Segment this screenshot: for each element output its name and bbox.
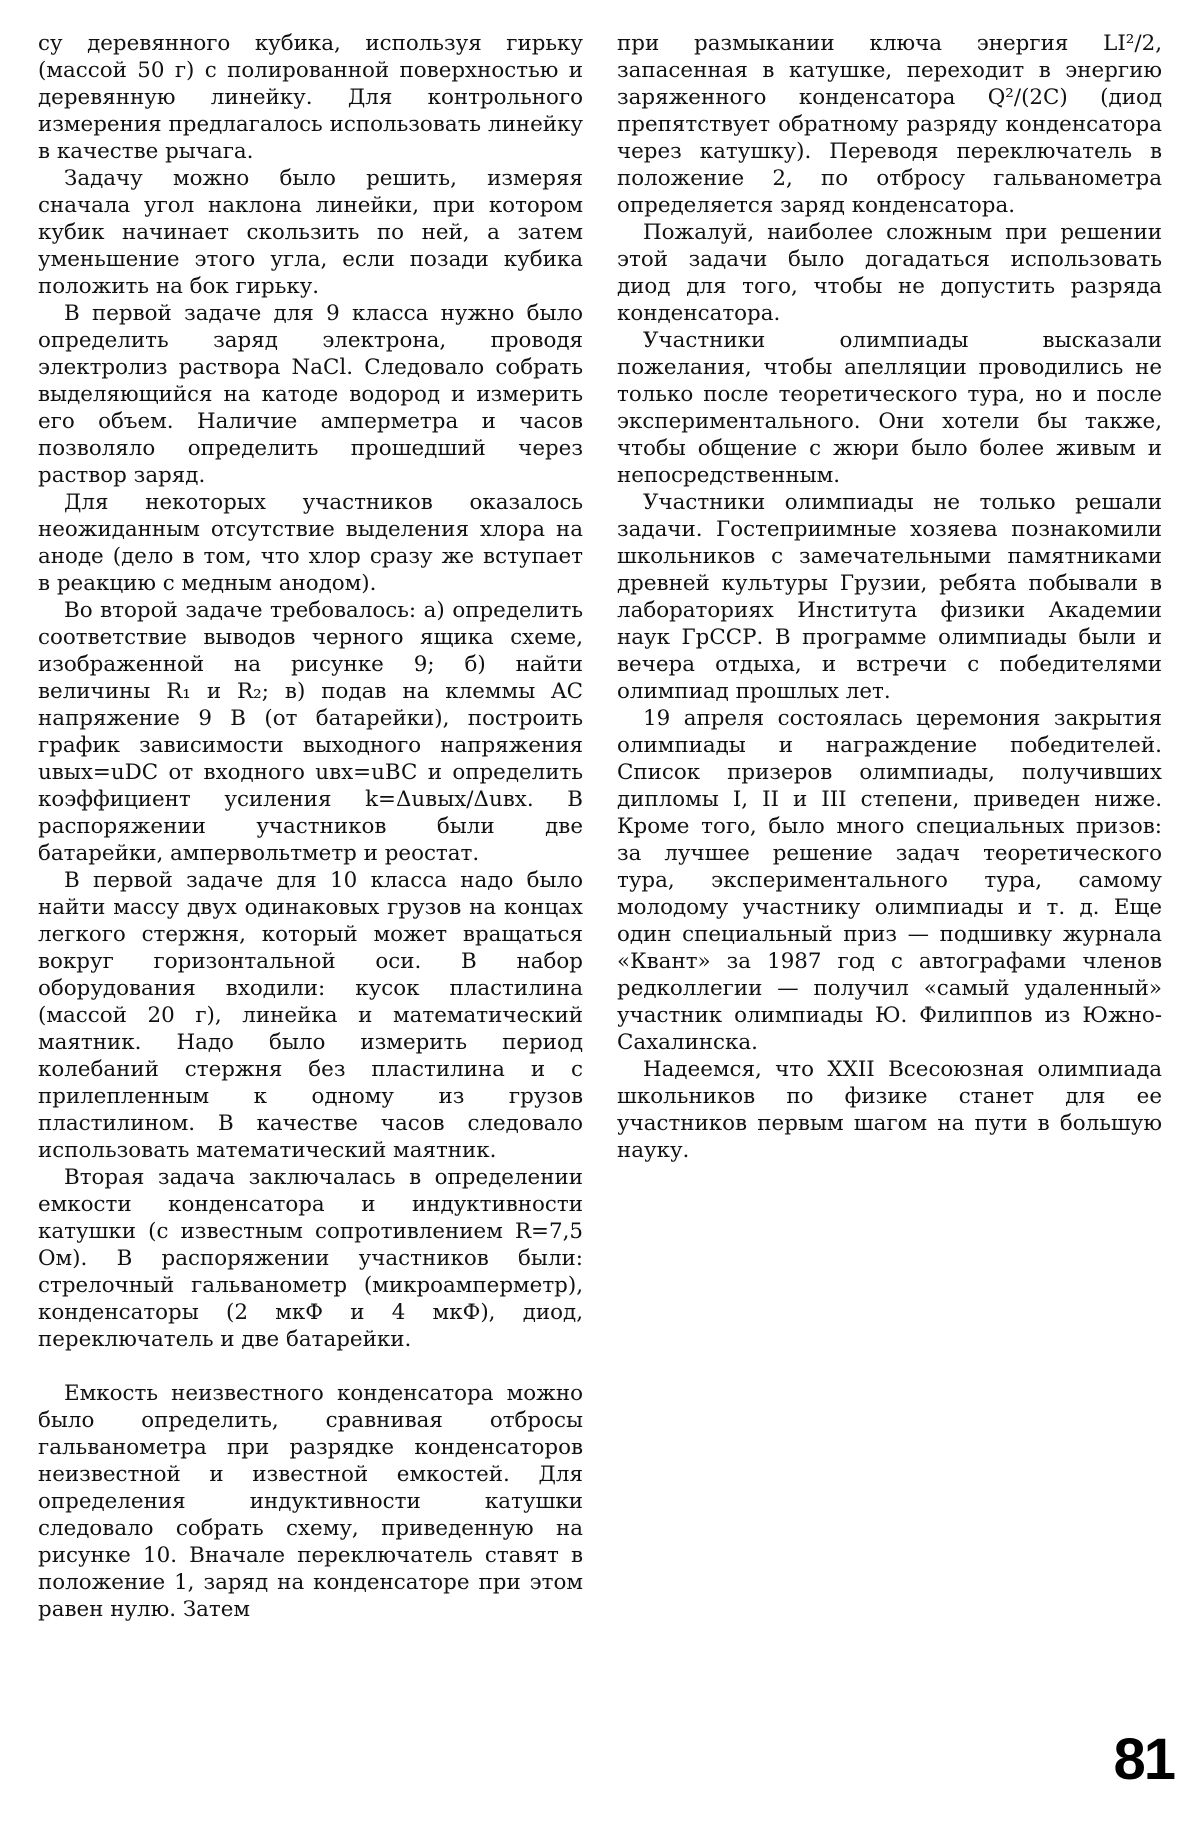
paragraph: Емкость неизвестного конденсатора можно было определить, сравнивая отбросы гальванометра при разрядке конденсаторов неизвестной и известной емкостей. Для определения индуктивности катушки следовало собрать схему, приведенную на рисунке 10. Вначале переключатель ставят в положение 1, заряд на конденсаторе при этом равен нулю. Затем xyxy=(38,1381,583,1622)
paragraph: Задачу можно было решить, измеряя сначала угол наклона линейки, при котором кубик начинает скользить по ней, а затем уменьшение этого угла, если позади кубика положить на бок гирьку. xyxy=(38,166,583,299)
page-number: 81 xyxy=(1113,1727,1174,1792)
paragraph: Вторая задача заключалась в определении емкости конденсатора и индуктивности катушки (с известным сопротивлением R=7,5 Ом). В распоряжении участников были: стрелочный гальванометр (микроамперметр), конденсаторы (2 мкФ и 4 мкФ), диод, переключатель и две батарейки. xyxy=(38,1165,583,1352)
paragraph: В первой задаче для 10 класса надо было найти массу двух одинаковых грузов на концах легкого стержня, который может вращаться вокруг горизонтальной оси. В набор оборудования входили: кусок пластилина (массой 20 г), линейка и математический маятник. Надо было измерить период колебаний стержня без пластилина и с прилепленным к одному из грузов пластилином. В качестве часов следовало использовать математический маятник. xyxy=(38,868,583,1163)
paragraph: Пожалуй, наиболее сложным при решении этой задачи было догадаться использовать диод для того, чтобы не допустить разряда конденсатора. xyxy=(617,220,1162,326)
left-column xyxy=(38,30,583,1623)
paragraph: су деревянного кубика, используя гирьку (массой 50 г) с полированной поверхностью и деревянную линейку. Для контрольного измерения предлагалось использовать линейку в качестве рычага. xyxy=(38,31,583,164)
paragraph: Во второй задаче требовалось: а) определить соответствие выводов черного ящика схеме, изображенной на рисунке 9; б) найти величины R₁ и R₂; в) подав на клеммы AC напряжение 9 В (от батарейки), построить график зависимости выходного напряжения uвых=uDC от входного uвх=uBC и определить коэффициент усиления k=Δuвых/Δuвх. В распоряжении участников были две батарейки, ампервольтметр и реостат. xyxy=(38,598,583,866)
paragraph: Участники олимпиады не только решали задачи. Гостеприимные хозяева познакомили школьников с замечательными памятниками древней культуры Грузии, ребята побывали в лабораториях Института физики Академии наук ГрССР. В программе олимпиады были и вечера отдыха, и встречи с победителями олимпиад прошлых лет. xyxy=(617,490,1162,704)
paragraph: В первой задаче для 9 класса нужно было определить заряд электрона, проводя электролиз раствора NaCl. Следовало собрать выделяющийся на катоде водород и измерить его объем. Наличие амперметра и часов позволяло определить прошедший через раствор заряд. xyxy=(38,301,583,488)
paragraph: при размыкании ключа энергия LI²/2, запасенная в катушке, переходит в энергию заряженного конденсатора Q²/(2C) (диод препятствует обратному разряду конденсатора через катушку). Переводя переключатель в положение 2, по отбросу гальванометра определяется заряд конденсатора. xyxy=(617,31,1162,218)
paragraph: 19 апреля состоялась церемония закрытия олимпиады и награждение победителей. Список призеров олимпиады, получивших дипломы I, II и III степени, приведен ниже. Кроме того, было много специальных призов: за лучшее решение задач теоретического тура, экспериментального тура, самому молодому участнику олимпиады и т. д. Еще один специальный приз — подшивку журнала «Квант» за 1987 год с автографами членов редколлегии — получил «самый удаленный» участник олимпиады Ю. Филиппов из Южно-Сахалинска. xyxy=(617,706,1162,1055)
paragraph: Участники олимпиады высказали пожелания, чтобы апелляции проводились не только после теоретического тура, но и после экспериментального. Они хотели бы также, чтобы общение с жюри было более живым и непосредственным. xyxy=(617,328,1162,488)
right-column xyxy=(617,30,1162,1164)
paragraph: Надеемся, что XXII Всесоюзная олимпиада школьников по физике станет для ее участников первым шагом на пути в большую науку. xyxy=(617,1057,1162,1163)
paragraph: Для некоторых участников оказалось неожиданным отсутствие выделения хлора на аноде (дело в том, что хлор сразу же вступает в реакцию с медным анодом). xyxy=(38,490,583,596)
